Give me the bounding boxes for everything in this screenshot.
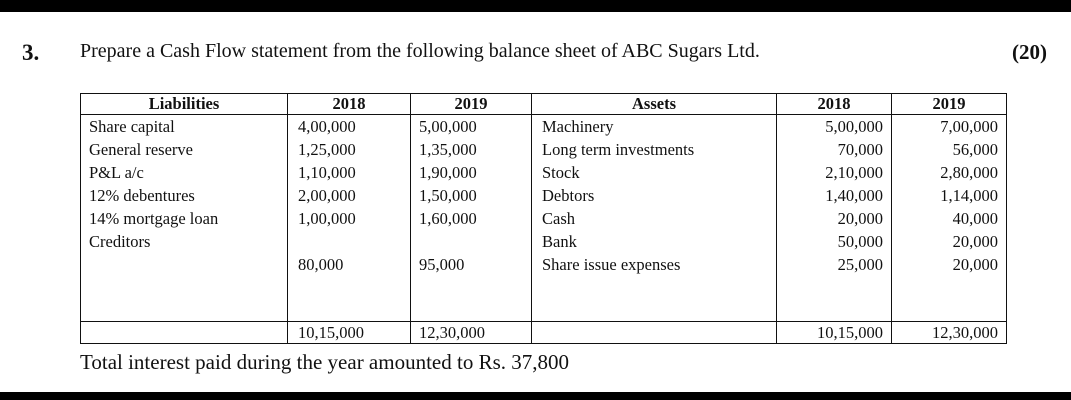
asset-2018: 50,000 — [777, 230, 892, 253]
liability-2018: 2,00,000 — [288, 184, 411, 207]
asset-2019: 1,14,000 — [892, 184, 1007, 207]
balance-sheet-table — [80, 93, 1007, 344]
header-liabilities-2019: 2019 — [411, 94, 532, 115]
table-total-row — [81, 322, 1007, 344]
asset-name: Debtors — [532, 184, 777, 207]
liability-name: Share capital — [81, 115, 288, 139]
question-marks: (20) — [1012, 40, 1047, 64]
header-liabilities: Liabilities — [81, 94, 288, 115]
interest-note: Total interest paid during the year amounted to Rs. 37,800 — [80, 350, 570, 374]
table-row — [81, 138, 1007, 161]
total-liabilities-2019: 12,30,000 — [411, 322, 532, 344]
liability-2018: 1,25,000 — [288, 138, 411, 161]
asset-name: Cash — [532, 207, 777, 230]
asset-name: Stock — [532, 161, 777, 184]
total-liabilities-2018: 10,15,000 — [288, 322, 411, 344]
asset-2018: 2,10,000 — [777, 161, 892, 184]
bottom-border-bar — [0, 392, 1071, 400]
asset-2019: 7,00,000 — [892, 115, 1007, 139]
asset-2018: 70,000 — [777, 138, 892, 161]
header-assets-2019: 2019 — [892, 94, 1007, 115]
table-row — [81, 161, 1007, 184]
header-assets-2018: 2018 — [777, 94, 892, 115]
asset-name: Machinery — [532, 115, 777, 139]
liability-2019: 5,00,000 — [411, 115, 532, 139]
asset-name: Bank — [532, 230, 777, 253]
liability-name: Creditors — [81, 230, 288, 253]
liability-2019: 95,000 — [411, 253, 532, 276]
table-header-row — [81, 94, 1007, 115]
question-number: 3. — [22, 40, 40, 65]
table-row — [81, 253, 1007, 276]
liability-2018: 1,10,000 — [288, 161, 411, 184]
asset-2018: 25,000 — [777, 253, 892, 276]
total-label-cell — [81, 322, 288, 344]
liability-name: General reserve — [81, 138, 288, 161]
liability-2019: 1,60,000 — [411, 207, 532, 230]
asset-2019: 20,000 — [892, 253, 1007, 276]
total-assets-label-cell — [532, 322, 777, 344]
liability-2019: 1,90,000 — [411, 161, 532, 184]
table-row — [81, 207, 1007, 230]
asset-2019: 40,000 — [892, 207, 1007, 230]
table-row — [81, 230, 1007, 253]
header-liabilities-2018: 2018 — [288, 94, 411, 115]
asset-name: Share issue expenses — [532, 253, 777, 276]
table-spacer-row — [81, 276, 1007, 322]
liability-name: 14% mortgage loan — [81, 207, 288, 230]
liability-2019: 1,35,000 — [411, 138, 532, 161]
liability-2018: 1,00,000 — [288, 207, 411, 230]
asset-name: Long term investments — [532, 138, 777, 161]
liability-name: 12% debentures — [81, 184, 288, 207]
asset-2019: 20,000 — [892, 230, 1007, 253]
total-assets-2019: 12,30,000 — [892, 322, 1007, 344]
table-row — [81, 115, 1007, 139]
asset-2018: 5,00,000 — [777, 115, 892, 139]
liability-name — [81, 253, 288, 276]
asset-2018: 1,40,000 — [777, 184, 892, 207]
liability-2019 — [411, 230, 532, 253]
asset-2018: 20,000 — [777, 207, 892, 230]
liability-2018 — [288, 230, 411, 253]
asset-2019: 56,000 — [892, 138, 1007, 161]
question-text: Prepare a Cash Flow statement from the following balance sheet of ABC Sugars Ltd. — [80, 40, 760, 62]
liability-2019: 1,50,000 — [411, 184, 532, 207]
liability-2018: 80,000 — [288, 253, 411, 276]
header-assets: Assets — [532, 94, 777, 115]
asset-2019: 2,80,000 — [892, 161, 1007, 184]
total-assets-2018: 10,15,000 — [777, 322, 892, 344]
liability-2018: 4,00,000 — [288, 115, 411, 139]
top-border-bar — [0, 0, 1071, 12]
liability-name: P&L a/c — [81, 161, 288, 184]
table-row — [81, 184, 1007, 207]
